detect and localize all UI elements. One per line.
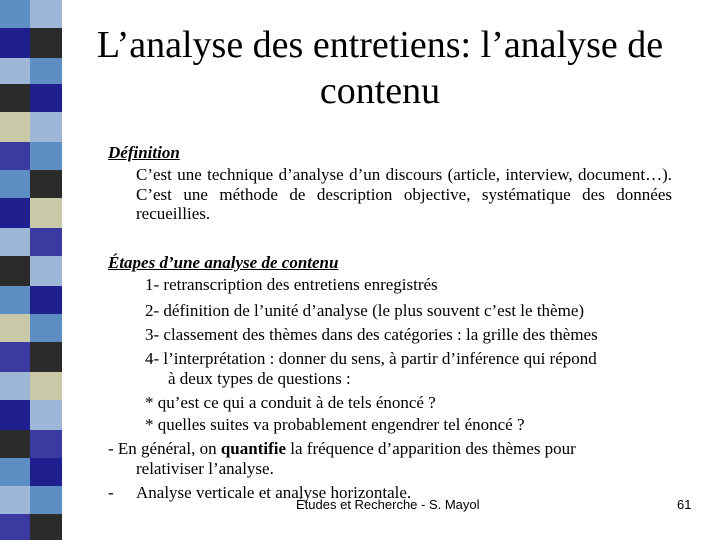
slide-title [75,22,685,114]
steps-heading: Étapes d’une analyse de contenu [108,253,339,272]
title-line-2: contenu [319,70,441,112]
decorative-stripe [0,0,62,540]
step-4-continued: à deux types de questions : [168,369,351,388]
step-1: 1- retranscription des entretiens enregistrés [145,275,438,294]
general-rest: la fréquence d’apparition des thèmes pour [286,439,576,458]
step-4: 4- l’interprétation : donner du sens, à partir d’inférence qui répond [145,349,597,368]
last-item: Analyse verticale et analyse horizontale. [136,483,412,502]
definition-text: C’est une technique d’analyse d’un discours (article, interview, document…). C’est une méthode de description objective, systématique des données recueillies. [136,165,672,223]
page-number: 61 [677,497,692,512]
question-2: * quelles suites va probablement engendrer tel énoncé ? [145,415,525,434]
general-bold-word: quantifie [220,439,287,458]
question-1: * qu’est ce qui a conduit à de tels énoncé ? [145,393,436,412]
step-3: 3- classement des thèmes dans des catégories : la grille des thèmes [145,325,598,344]
title-line-1: L’analyse des entretiens: l’analyse de [96,24,664,66]
step-2: 2- définition de l’unité d’analyse (le plus souvent c’est le thème) [145,301,585,320]
general-line-2: relativiser l’analyse. [136,459,274,478]
footer-text: Études et Recherche - S. Mayol [296,497,480,512]
last-item-dash: - [108,483,114,502]
general-prefix: - En général, on [108,439,221,458]
definition-heading: Définition [108,143,180,162]
general-line [108,439,576,459]
